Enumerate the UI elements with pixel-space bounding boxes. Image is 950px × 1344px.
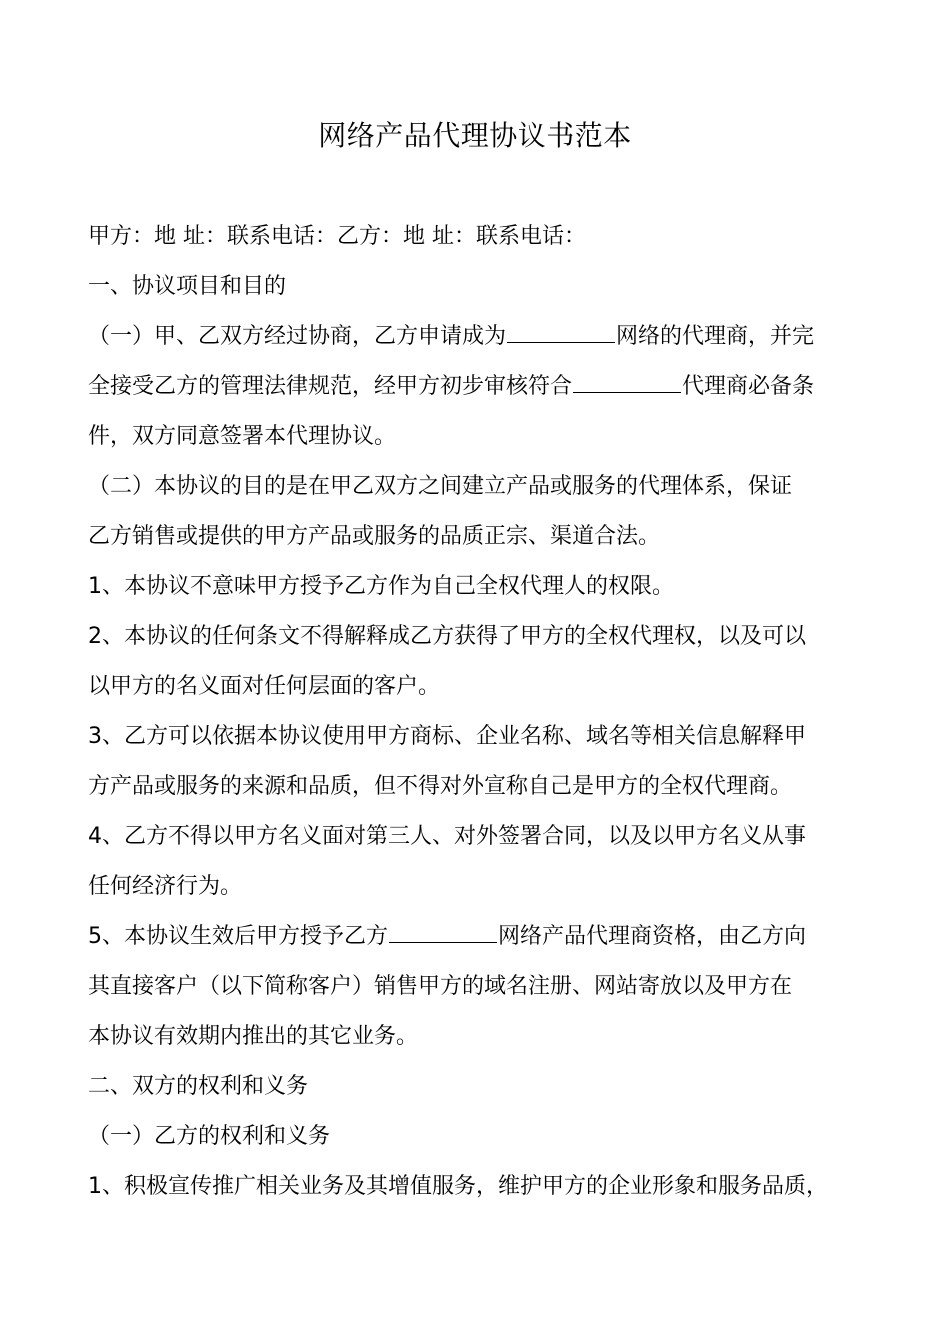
item-5-line-2: 其直接客户（以下简称客户）销售甲方的域名注册、网站寄放以及甲方在 xyxy=(88,974,793,999)
item-4-line-1: 4、乙方不得以甲方名义面对第三人、对外签署合同，以及以甲方名义从事 xyxy=(88,824,806,849)
document-body xyxy=(88,212,878,1212)
item-2-line-1: 2、本协议的任何条文不得解释成乙方获得了甲方的全权代理权，以及可以 xyxy=(88,624,806,649)
item-5-line-1-post: 网络产品代理商资格，由乙方向 xyxy=(498,924,807,949)
paragraph-1-line-1 xyxy=(88,312,878,362)
blank-underline xyxy=(573,362,681,393)
item-5-line-1-pre: 5、本协议生效后甲方授予乙方 xyxy=(88,924,388,949)
subsection-1-item-1: 1、积极宣传推广相关业务及其增值服务，维护甲方的企业形象和服务品质， xyxy=(88,1174,828,1199)
blank-underline xyxy=(507,312,615,343)
paragraph-2-line-1: （二）本协议的目的是在甲乙双方之间建立产品或服务的代理体系，保证 xyxy=(88,474,793,499)
item-2-line-2: 以甲方的名义面对任何层面的客户。 xyxy=(88,674,441,699)
item-1: 1、本协议不意味甲方授予乙方作为自己全权代理人的权限。 xyxy=(88,574,674,599)
item-3-line-2: 方产品或服务的来源和品质，但不得对外宣称自己是甲方的全权代理商。 xyxy=(88,774,793,799)
subsection-1-heading: （一）乙方的权利和义务 xyxy=(88,1124,331,1149)
section-1-heading: 一、协议项目和目的 xyxy=(88,274,287,299)
item-3-line-1: 3、乙方可以依据本协议使用甲方商标、企业名称、域名等相关信息解释甲 xyxy=(88,724,806,749)
section-2-heading: 二、双方的权利和义务 xyxy=(88,1074,309,1099)
party-info-line: 甲方：地 址：联系电话：乙方：地 址：联系电话： xyxy=(88,224,586,249)
item-5-line-1 xyxy=(88,912,878,962)
item-5-line-3: 本协议有效期内推出的其它业务。 xyxy=(88,1024,419,1049)
item-4-line-2: 任何经济行为。 xyxy=(88,874,243,899)
paragraph-2-line-2: 乙方销售或提供的甲方产品或服务的品质正宗、渠道合法。 xyxy=(88,524,661,549)
paragraph-1-line-2 xyxy=(88,362,878,412)
paragraph-1-line-2-pre: 全接受乙方的管理法律规范，经甲方初步审核符合 xyxy=(88,374,573,399)
paragraph-1-line-1-post: 网络的代理商，并完 xyxy=(616,324,815,349)
blank-underline xyxy=(389,912,497,943)
paragraph-1-line-3: 件，双方同意签署本代理协议。 xyxy=(88,424,397,449)
paragraph-1-line-1-pre: （一）甲、乙双方经过协商，乙方申请成为 xyxy=(88,324,507,349)
document-title: 网络产品代理协议书范本 xyxy=(318,119,632,152)
paragraph-1-line-2-post: 代理商必备条 xyxy=(682,374,815,399)
